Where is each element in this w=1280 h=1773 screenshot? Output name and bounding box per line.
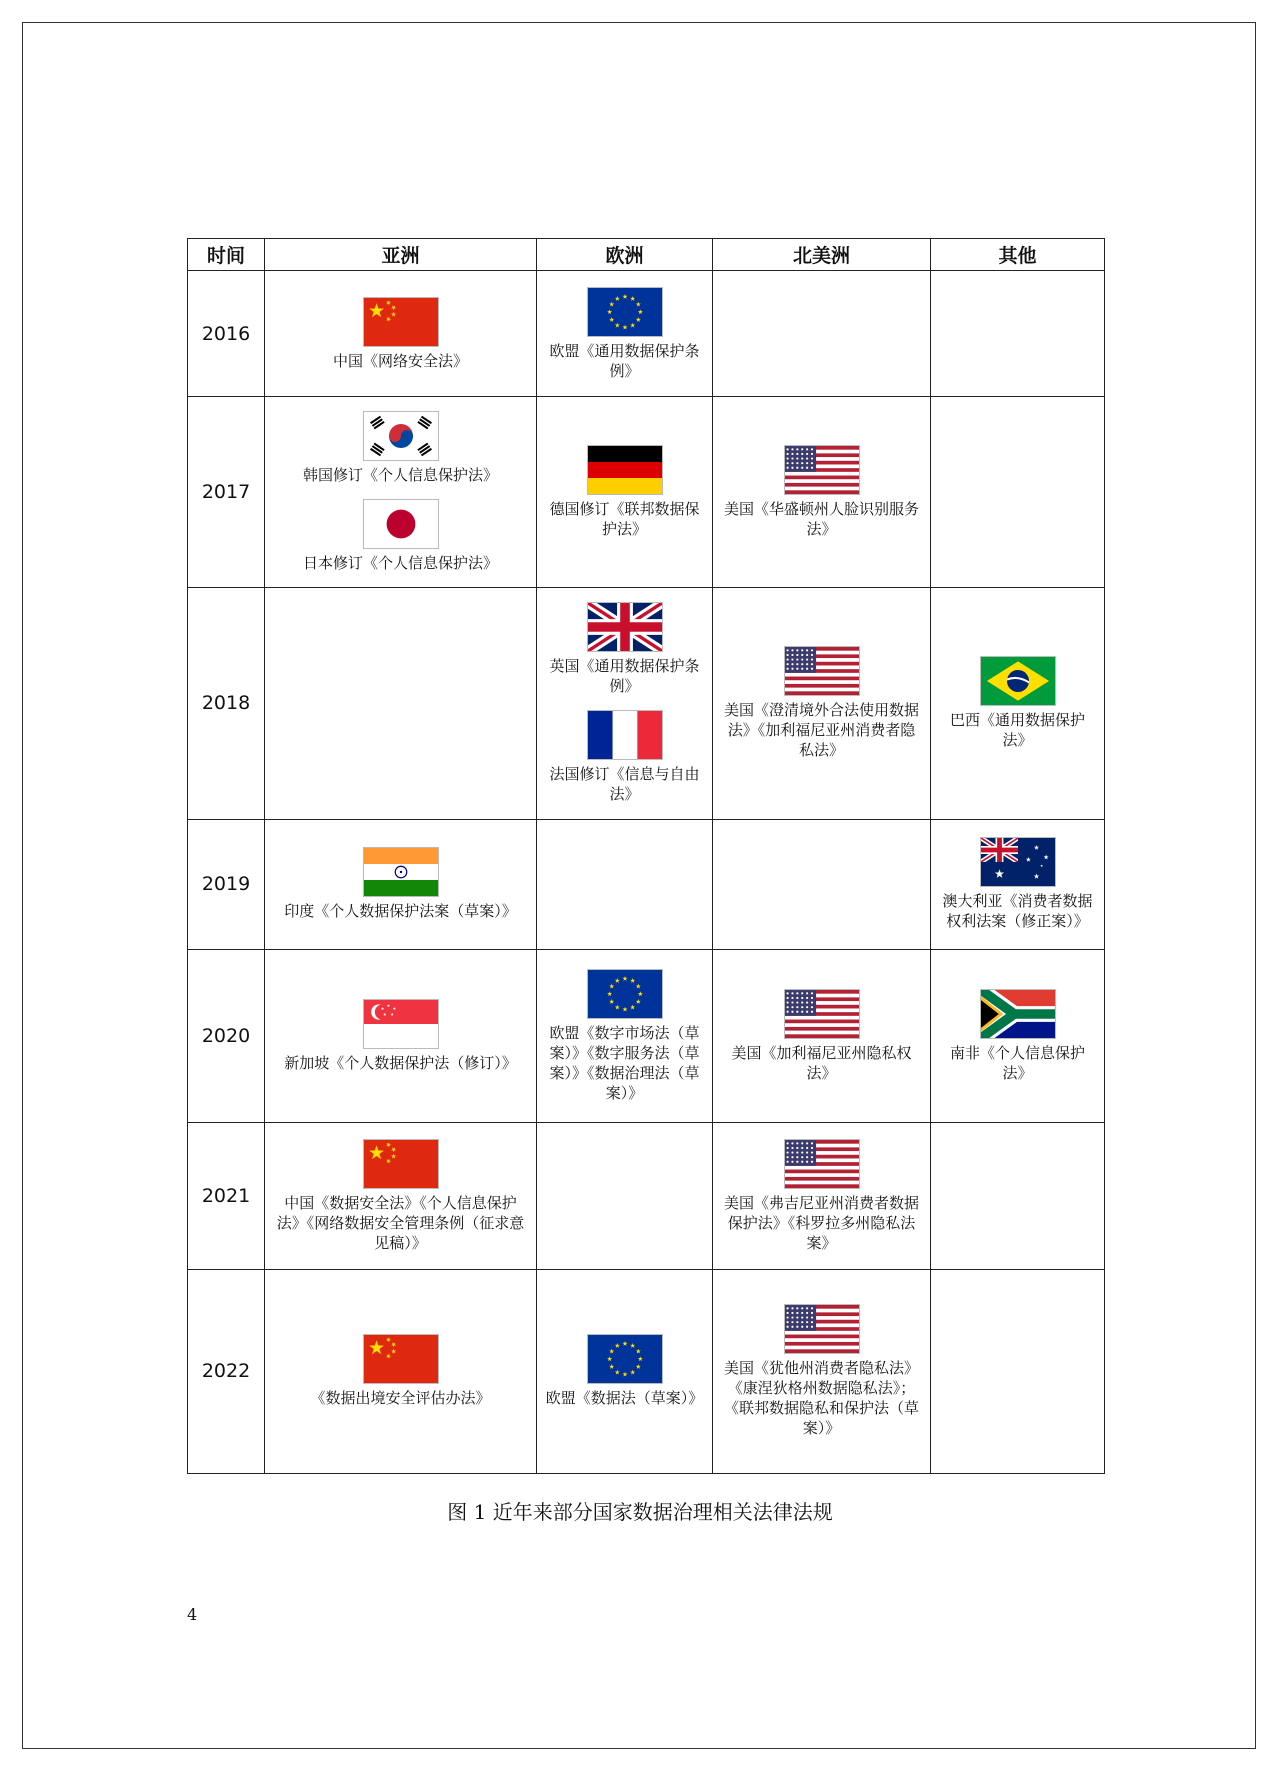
asia-cell: [265, 819, 537, 949]
law-entry: [273, 847, 528, 921]
law-caption: 澳大利亚《消费者数据权利法案（修正案）》: [942, 892, 1093, 931]
japan-flag-icon: [363, 499, 439, 549]
uk-flag-icon: [587, 602, 663, 652]
law-entry: [545, 710, 704, 804]
law-entry: [939, 837, 1096, 931]
law-caption: 美国《犹他州消费者隐私法》《康涅狄格州数据隐私法》；《联邦数据隐私和保护法（草案）》: [723, 1359, 919, 1438]
law-entry: [545, 445, 704, 539]
usa-flag-icon: [784, 989, 860, 1039]
europe-cell: [537, 271, 713, 397]
north-america-cell: [713, 397, 931, 587]
table-row: [188, 587, 1105, 819]
other-cell: [931, 950, 1105, 1123]
law-entry: [939, 989, 1096, 1083]
table-row: [188, 950, 1105, 1123]
law-caption: 中国《数据安全法》《个人信息保护法》《网络数据安全管理条例（征求意见稿）》: [276, 1193, 525, 1252]
law-caption: 德国修订《联邦数据保护法》: [549, 499, 700, 538]
year-cell: 2021: [188, 1123, 265, 1269]
law-entry: [545, 287, 704, 381]
law-caption: 中国《网络安全法》: [332, 351, 468, 370]
north-america-cell: [713, 950, 931, 1123]
south-korea-flag-icon: [363, 411, 439, 461]
table-row: [188, 819, 1105, 949]
header-time: 时间: [188, 239, 265, 271]
other-cell: [931, 587, 1105, 819]
eu-flag-icon: [587, 287, 663, 337]
law-caption: 法国修订《信息与自由法》: [549, 765, 700, 804]
europe-cell: [537, 397, 713, 587]
europe-cell: [537, 1123, 713, 1269]
eu-flag-icon: [587, 969, 663, 1019]
year-cell: 2017: [188, 397, 265, 587]
law-entry: [545, 1334, 704, 1408]
north-america-cell: [713, 271, 931, 397]
asia-cell: [265, 950, 537, 1123]
other-cell: [931, 271, 1105, 397]
year-cell: 2022: [188, 1269, 265, 1473]
law-entry: [721, 646, 922, 760]
law-entry: [721, 1139, 922, 1253]
law-caption: 美国《加利福尼亚州隐私权法》: [731, 1044, 912, 1083]
other-cell: [931, 1123, 1105, 1269]
europe-cell: [537, 950, 713, 1123]
china-flag-icon: [363, 297, 439, 347]
table-row: [188, 271, 1105, 397]
australia-flag-icon: [980, 837, 1056, 887]
law-caption: 英国《通用数据保护条例》: [549, 657, 700, 696]
china-flag-icon: [363, 1334, 439, 1384]
law-caption: 欧盟《通用数据保护条例》: [549, 341, 700, 380]
law-entry: [273, 1139, 528, 1253]
law-caption: 新加坡《个人数据保护法（修订）》: [284, 1054, 517, 1073]
china-flag-icon: [363, 1139, 439, 1189]
eu-flag-icon: [587, 1334, 663, 1384]
usa-flag-icon: [784, 1139, 860, 1189]
europe-cell: [537, 1269, 713, 1473]
germany-flag-icon: [587, 445, 663, 495]
law-entry: [545, 602, 704, 696]
law-caption: 欧盟《数据法（草案）》: [545, 1389, 704, 1408]
north-america-cell: [713, 1269, 931, 1473]
law-caption: 美国《弗吉尼亚州消费者数据保护法》《科罗拉多州隐私法案》: [723, 1193, 919, 1252]
law-caption: 美国《澄清境外合法使用数据法》《加利福尼亚州消费者隐私法》: [723, 701, 919, 760]
law-caption: 印度《个人数据保护法案（草案）》: [284, 902, 517, 921]
usa-flag-icon: [784, 445, 860, 495]
usa-flag-icon: [784, 646, 860, 696]
law-entry: [273, 499, 528, 573]
india-flag-icon: [363, 847, 439, 897]
law-caption: 南非《个人信息保护法》: [949, 1044, 1085, 1083]
year-cell: 2020: [188, 950, 265, 1123]
law-caption: 日本修订《个人信息保护法》: [302, 553, 498, 572]
law-caption: 美国《华盛顿州人脸识别服务法》: [723, 499, 919, 538]
usa-flag-icon: [784, 1304, 860, 1354]
figure-caption: 图 1 近年来部分国家数据治理相关法律法规: [447, 1500, 833, 1524]
other-cell: [931, 819, 1105, 949]
header-other: 其他: [931, 239, 1105, 271]
law-entry: [545, 969, 704, 1103]
other-cell: [931, 397, 1105, 587]
north-america-cell: [713, 819, 931, 949]
header-asia: 亚洲: [265, 239, 537, 271]
law-caption: 韩国修订《个人信息保护法》: [302, 465, 498, 484]
europe-cell: [537, 819, 713, 949]
law-entry: [273, 999, 528, 1073]
law-caption: 《数据出境安全评估办法》: [310, 1389, 491, 1408]
france-flag-icon: [587, 710, 663, 760]
law-entry: [273, 1334, 528, 1408]
year-cell: 2016: [188, 271, 265, 397]
page-number: 4: [187, 1605, 198, 1624]
law-entry: [721, 1304, 922, 1438]
asia-cell: [265, 1123, 537, 1269]
header-north-america: 北美洲: [713, 239, 931, 271]
asia-cell: [265, 1269, 537, 1473]
header-europe: 欧洲: [537, 239, 713, 271]
header-row: [188, 239, 1105, 271]
asia-cell: [265, 271, 537, 397]
law-entry: [939, 656, 1096, 750]
law-entry: [273, 411, 528, 485]
table-row: [188, 397, 1105, 587]
brazil-flag-icon: [980, 656, 1056, 706]
asia-cell: [265, 397, 537, 587]
north-america-cell: [713, 587, 931, 819]
data-governance-laws-table: [187, 238, 1105, 1474]
law-entry: [721, 989, 922, 1083]
table-row: [188, 1269, 1105, 1473]
south-africa-flag-icon: [980, 989, 1056, 1039]
year-cell: 2018: [188, 587, 265, 819]
year-cell: 2019: [188, 819, 265, 949]
law-entry: [273, 297, 528, 371]
north-america-cell: [713, 1123, 931, 1269]
singapore-flag-icon: [363, 999, 439, 1049]
asia-cell: [265, 587, 537, 819]
other-cell: [931, 1269, 1105, 1473]
law-entry: [721, 445, 922, 539]
table-row: [188, 1123, 1105, 1269]
law-caption: 巴西《通用数据保护法》: [949, 711, 1085, 750]
europe-cell: [537, 587, 713, 819]
law-caption: 欧盟《数字市场法（草案）》《数字服务法（草案）》《数据治理法（草案）》: [549, 1024, 700, 1103]
